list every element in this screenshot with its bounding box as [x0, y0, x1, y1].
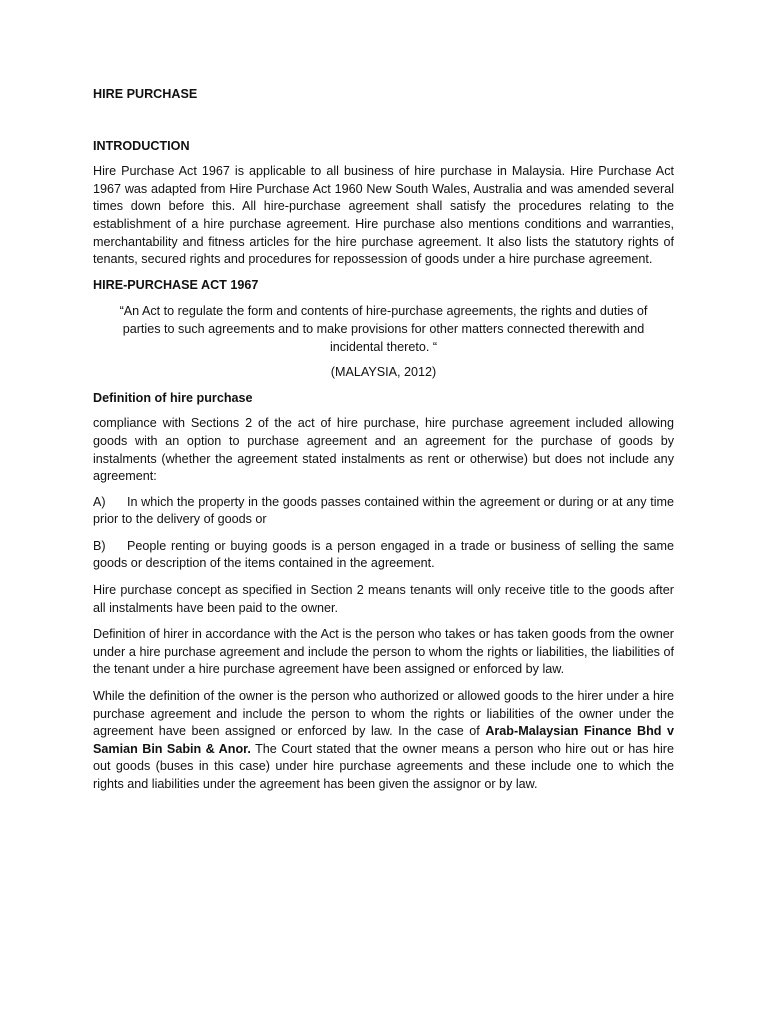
owner-text-part-2: The Court stated that the owner means a person who hire out or has hire out goods (buses in this case) under hire purchase agreements and these include one to which the rights and liabilities under the agreement has been given the assignor or by law.	[93, 741, 674, 791]
list-item-marker: B)	[93, 538, 106, 553]
definition-heading: Definition of hire purchase	[93, 390, 253, 405]
act-citation: (MALAYSIA, 2012)	[330, 365, 437, 380]
act-quote-line-1: “An Act to regulate the form and contents of hire-purchase agreements, the rights and duties of	[119, 304, 648, 319]
list-item	[93, 494, 674, 529]
list-item-text: People renting or buying goods is a person engaged in a trade or business of selling the same goods or description of the items contained in the agreement.	[93, 538, 674, 571]
list-item	[93, 538, 674, 573]
act-quote-line-3: incidental thereto. “	[329, 339, 438, 354]
act-heading: HIRE-PURCHASE ACT 1967	[93, 277, 259, 292]
owner-text-part-1: While the definition of the owner is the person who authorized or allowed goods to the hirer under a hire purchase agreement and include the person to whom the rights or liabilities of the owner under the agreement have been assigned or enforced by law. In the case of	[93, 689, 674, 739]
document-title: HIRE PURCHASE	[93, 87, 198, 101]
document-page	[93, 86, 674, 794]
act-quote-line-2: parties to such agreements and to make provisions for other matters connected therewith and	[122, 321, 645, 336]
introduction-paragraph: Hire Purchase Act 1967 is applicable to all business of hire purchase in Malaysia. Hire Purchase Act 1967 was adapted from Hire Purchase Act 1960 New South Wales, Australia and was amended several times down before this. All hire-purchase agreement shall satisfy the procedures relating to the establishment of a hire purchase agreement. Hire purchase also mentions conditions and warranties, merchantability and fitness articles for the hire purchase agreement. It also lists the statutory rights of tenants, secured rights and procedures for repossession of goods under a hire purchase agreement.	[93, 164, 674, 267]
definition-paragraph: compliance with Sections 2 of the act of hire purchase, hire purchase agreement included allowing goods with an option to purchase agreement and an agreement for the purchase of goods by instalments (whether the agreement stated instalments as rent or otherwise) but does not include any agreement:	[93, 416, 674, 484]
concept-paragraph: Hire purchase concept as specified in Section 2 means tenants will only receive title to the goods after all instalments have been paid to the owner.	[93, 583, 674, 615]
introduction-heading: INTRODUCTION	[93, 138, 190, 153]
list-item-marker: A)	[93, 494, 106, 509]
list-item-text: In which the property in the goods passes contained within the agreement or during or at any time prior to the delivery of goods or	[93, 494, 674, 527]
act-quote	[93, 303, 674, 356]
owner-paragraph	[93, 688, 674, 794]
hirer-paragraph: Definition of hirer in accordance with the Act is the person who takes or has taken goods from the owner under a hire purchase agreement and include the person to whom the rights or liabilities, the liabilities of the tenant under a hire purchase agreement have been assigned or enforced by law.	[93, 627, 674, 677]
case-citation: Arab-Malaysian Finance Bhd v Samian Bin Sabin & Anor.	[93, 724, 674, 756]
